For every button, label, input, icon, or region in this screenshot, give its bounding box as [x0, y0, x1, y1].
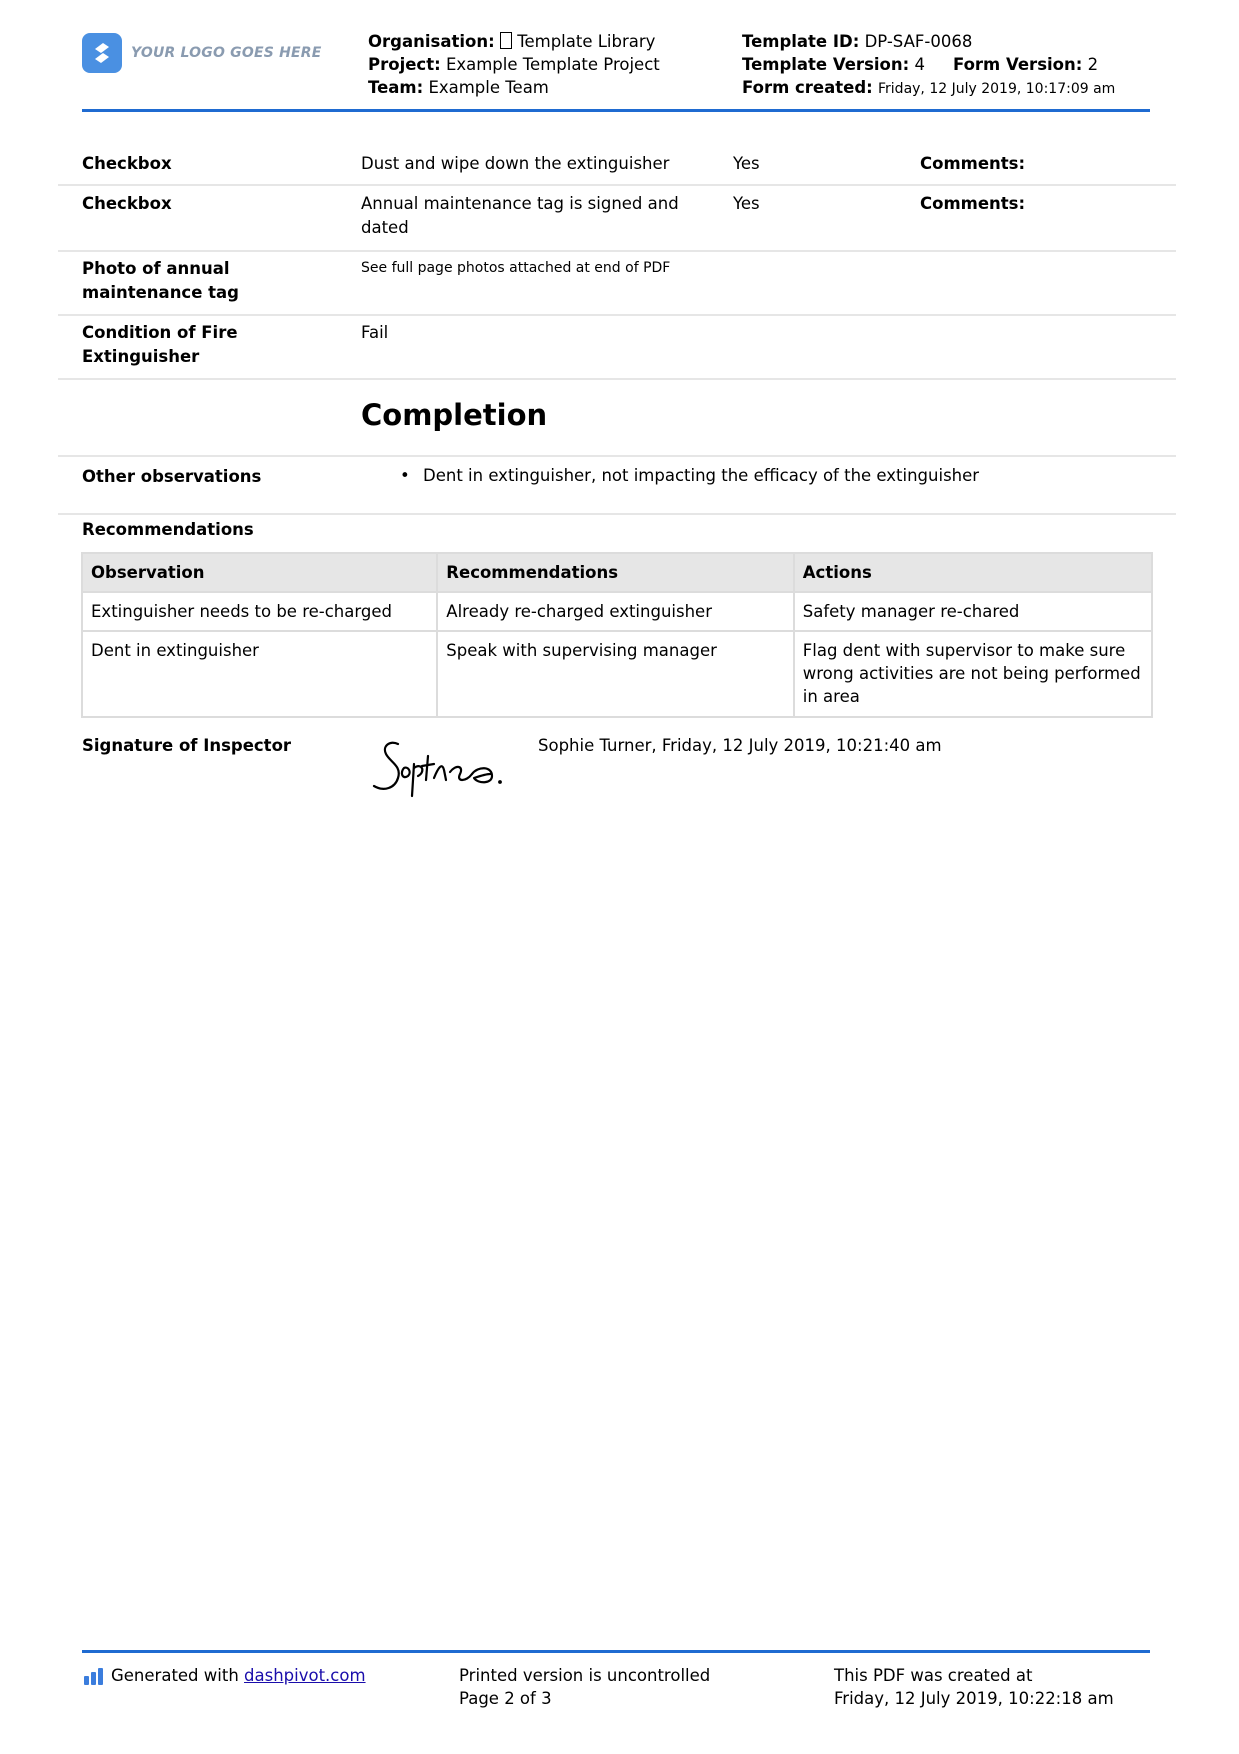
table-row [82, 631, 1152, 717]
section-title-completion: Completion [361, 398, 548, 432]
company-logo [82, 33, 322, 73]
field-value: See full page photos attached at end of PDF [361, 260, 671, 276]
logo-text: YOUR LOGO GOES HERE [131, 45, 322, 61]
form-created-line: Form created: Friday, 12 July 2019, 10:17:09 am [742, 78, 1116, 97]
field-value: Fail [361, 323, 389, 342]
table-cell: Already re-charged extinguisher [437, 592, 793, 631]
signature-details: Sophie Turner, Friday, 12 July 2019, 10:21:40 am [538, 736, 942, 755]
field-label: Checkbox [82, 154, 172, 173]
field-label: Condition of Fire Extinguisher [82, 323, 238, 366]
field-row-condition [58, 316, 1176, 380]
table-cell: Dent in extinguisher [82, 631, 437, 717]
table-cell: Safety manager re-chared [794, 592, 1152, 631]
uncontrolled-notice: Printed version is uncontrolled [459, 1666, 711, 1685]
field-label: Checkbox [82, 194, 172, 213]
checkbox-answer: Yes [733, 154, 760, 173]
version-line: Template Version: 4 Form Version: 2 [742, 55, 1099, 74]
created-timestamp: Friday, 12 July 2019, 10:22:18 am [834, 1689, 1114, 1708]
header-template-info [742, 30, 1115, 101]
field-value: Annual maintenance tag is signed and dated [361, 194, 679, 237]
field-row-photo [58, 252, 1176, 316]
template-id-line: Template ID: DP-SAF-0068 [742, 32, 973, 51]
footer-generated: Generated with dashpivot.com [84, 1664, 366, 1687]
recommendations-table [81, 552, 1153, 718]
observation-list-item: • Dent in extinguisher, not impacting the efficacy of the extinguisher [423, 464, 979, 488]
logo-icon [82, 33, 122, 73]
table-header-row [82, 553, 1152, 592]
checkbox-answer: Yes [733, 194, 760, 213]
field-label: Other observations [82, 467, 262, 486]
field-row-dust-wipe [58, 150, 1176, 186]
dashpivot-bars-icon [84, 1667, 103, 1685]
signature-image [368, 738, 508, 804]
footer-created [834, 1664, 1114, 1710]
team-line: Team: Example Team [368, 78, 549, 97]
column-header-observation: Observation [82, 553, 437, 592]
project-line: Project: Example Template Project [368, 55, 660, 74]
table-row [82, 592, 1152, 631]
comments-label: Comments: [920, 194, 1026, 213]
field-label: Photo of annual maintenance tag [82, 259, 239, 302]
column-header-recommendations: Recommendations [437, 553, 793, 592]
placeholder-glyph-icon [500, 32, 512, 49]
column-header-actions: Actions [794, 553, 1152, 592]
table-cell: Flag dent with supervisor to make sure wrong activities are not being performed in area [794, 631, 1152, 717]
table-cell: Speak with supervising manager [437, 631, 793, 717]
footer-divider [82, 1650, 1150, 1653]
header-project-info [368, 30, 660, 99]
field-value: Dust and wipe down the extinguisher [361, 154, 670, 173]
organisation-line: Organisation: Template Library [368, 32, 656, 51]
page-number: Page 2 of 3 [459, 1689, 552, 1708]
field-row-maintenance-tag [58, 186, 1176, 252]
table-cell: Extinguisher needs to be re-charged [82, 592, 437, 631]
dashpivot-link[interactable]: dashpivot.com [244, 1666, 366, 1685]
recommendations-label: Recommendations [82, 520, 254, 539]
created-label: This PDF was created at [834, 1666, 1033, 1685]
signature-label: Signature of Inspector [82, 736, 292, 755]
comments-label: Comments: [920, 154, 1026, 173]
footer-page-info [459, 1664, 710, 1710]
header-divider [82, 109, 1150, 112]
